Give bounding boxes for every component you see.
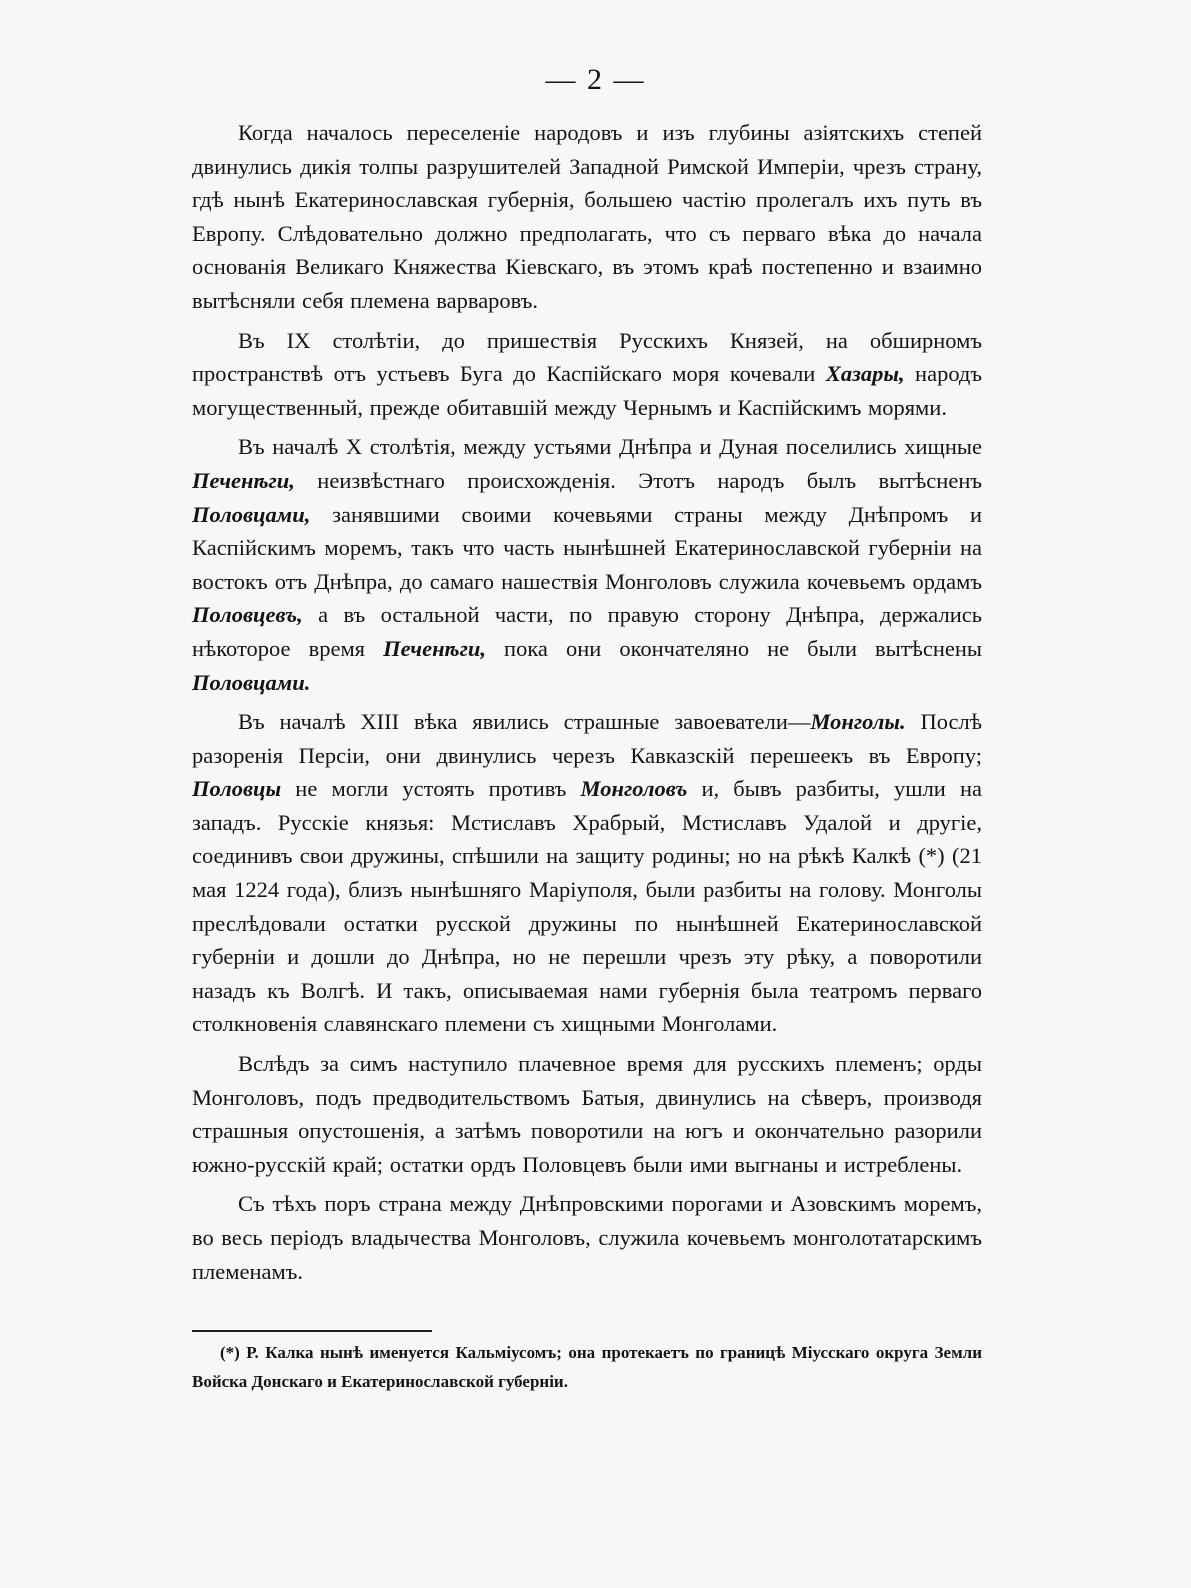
paragraph — [192, 705, 982, 1041]
page-number: — 2 — — [545, 63, 646, 96]
paragraph — [192, 1047, 982, 1181]
emphasized-term: Половцами, — [192, 501, 311, 527]
emphasized-term: Монголы. — [810, 709, 906, 735]
paragraph-text: Въ началѣ X столѣтія, между устьями Днѣпра и Дуная поселились хищные — [238, 434, 982, 460]
paragraph — [192, 430, 982, 699]
paragraph-text: народъ могущественный, прежде обитавшій между Чернымъ и Каспійскимъ морями. — [192, 361, 983, 420]
emphasized-term: Печенѣги, — [192, 467, 295, 493]
emphasized-term: Половцами. — [192, 669, 311, 695]
emphasized-term: Монголовъ — [580, 776, 688, 802]
emphasized-term: Печенѣги, — [383, 635, 487, 661]
emphasized-term: Половцевъ, — [192, 602, 303, 628]
footnote-divider — [192, 1330, 432, 1332]
paragraph-text: Вслѣдъ за симъ наступило плачевное время для русскихъ племенъ; орды Монголовъ, подъ предводительствомъ Батыя, двинулись на сѣверъ, производя страшныя опустошенія, а затѣмъ поворотили на югъ и окончательно разорили южно-русскій край; остатки ордъ Половцевъ были ими выгнаны и истреблены. — [192, 1051, 982, 1177]
paragraph-text: Послѣ разоренія Персіи, они двинулись черезъ Кавказскій перешеекъ въ Европу; — [192, 709, 982, 768]
paragraph-text: Когда началось переселеніе народовъ и изъ глубины азіятскихъ степей двинулись дикія толпы разрушителей Западной Римской Имперіи, чрезъ страну, гдѣ нынѣ Екатеринославская губернія, большею частію пролегалъ ихъ путь въ Европу. Слѣдовательно должно предполагать, что съ перваго вѣка до начала основанія Великаго Княжества Кіевскаго, въ этомъ краѣ постепенно и взаимно вытѣсняли себя племена варваровъ. — [192, 120, 982, 313]
paragraph-text: Въ началѣ XIII вѣка явились страшные завоеватели— — [238, 709, 811, 735]
emphasized-term: Половцы — [192, 776, 282, 802]
paragraph-text: неизвѣстнаго происхожденія. Этотъ народъ былъ вытѣсненъ — [294, 467, 982, 493]
paragraph-text: пока они окончателяно не были вытѣснены — [486, 635, 983, 661]
main-text — [192, 116, 982, 1294]
paragraph — [192, 1187, 982, 1288]
paragraph-text: занявшими своими кочевьями страны между Днѣпромъ и Каспійскимъ моремъ, такъ что часть нынѣшней Екатеринославской губерніи на востокъ отъ Днѣпра, до самаго нашествія Монголовъ служила кочевьемъ ордамъ — [192, 501, 982, 594]
paragraph-text: Съ тѣхъ поръ страна между Днѣпровскими порогами и Азовскимъ моремъ, во весь періодъ владычества Монголовъ, служила кочевьемъ монголотатарскимъ племенамъ. — [192, 1191, 982, 1284]
paragraph — [192, 116, 982, 318]
emphasized-term: Хазары, — [825, 361, 905, 387]
footnote: (*) Р. Калка нынѣ именуется Кальміусомъ; она протекаетъ по границѣ Міусскаго округа Земли Войска Донскаго и Екатеринославской губерніи. — [192, 1343, 982, 1391]
paragraph-text: а въ остальной части, по правую сторону Днѣпра, держались нѣкоторое время — [192, 602, 982, 661]
paragraph-text: не могли устоять противъ — [281, 776, 581, 802]
paragraph-text: Въ IX столѣтіи, до пришествія Русскихъ Князей, на обширномъ пространствѣ отъ устьевъ Буга до Каспійскаго моря кочевали — [192, 327, 982, 387]
paragraph-text: и, бывъ разбиты, ушли на западъ. Русскіе князья: Мстиславъ Храбрый, Мстиславъ Удалой и другіе, соединивъ свои дружины, спѣшили на защиту родины; но на рѣкѣ Калкѣ (*) (21 мая 1224 года), близъ нынѣшняго Маріуполя, были разбиты на голову. Монголы преслѣдовали остатки русской дружины по нынѣшней Екатеринославской губерніи и дошли до Днѣпра, но не перешли чрезъ эту рѣку, а поворотили назадъ къ Волгѣ. И такъ, описываемая нами губернія была театромъ перваго столкновенія славянскаго племени съ хищными Монголами. — [192, 776, 982, 1037]
paragraph — [192, 324, 982, 425]
